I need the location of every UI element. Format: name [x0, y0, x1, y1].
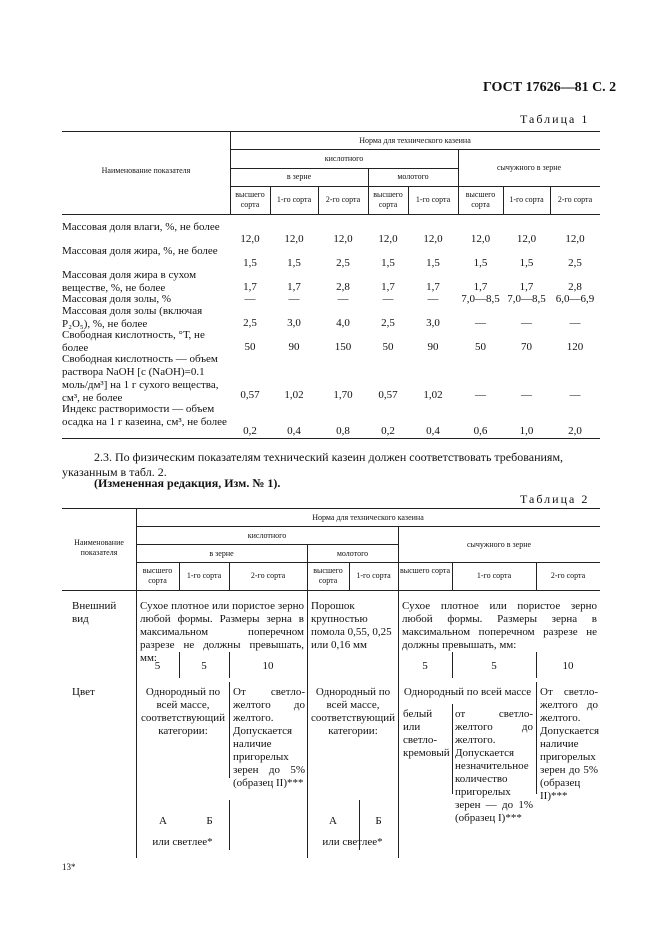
t2-cat-b: Б	[206, 815, 213, 827]
t1-value: 2,8	[336, 281, 350, 293]
t2-acid: кислотного	[247, 531, 287, 540]
t1-value: —	[475, 389, 486, 401]
t1-value: 3,0	[287, 317, 301, 329]
t1-value: 0,6	[473, 425, 488, 437]
t1-value: 0,4	[287, 425, 301, 437]
t1-row-name: Свободная кислотность, °Т, не более	[62, 329, 205, 354]
t2-row1-ground: Порошок крупностью помола 0,55, 0,25 или 0,16 мм	[311, 600, 392, 651]
t2-row1-num: 5	[491, 660, 497, 672]
t2-row2-name: Цвет	[72, 686, 95, 698]
t1-value: 6,0—6,9	[555, 293, 595, 305]
t1-value: —	[244, 293, 256, 305]
t2-ground: молотого	[336, 549, 369, 558]
t1-value: 12,0	[470, 233, 491, 245]
t1-value: 1,5	[243, 257, 257, 269]
t1-value: 1,5	[381, 257, 395, 269]
t1-value: 50	[382, 341, 394, 353]
t1-value: —	[288, 293, 300, 305]
t2-in-grain: в зерне	[209, 549, 234, 558]
t2-row1-name: Внешний вид	[72, 600, 117, 625]
t1-value: 12,0	[516, 233, 537, 245]
t1-value: 150	[334, 341, 352, 353]
t1-value: 3,0	[426, 317, 440, 329]
t1-value: 1,5	[473, 257, 488, 269]
t1-grade: высшего сорта	[235, 190, 265, 209]
t1-value: 12,0	[240, 233, 260, 245]
t1-acid: кислотного	[324, 154, 364, 163]
t1-value: 0,8	[336, 425, 350, 437]
t1-col-name: Наименование показателя	[101, 166, 191, 175]
t1-value: 0,2	[381, 425, 395, 437]
t2-lighter: или светлее*	[152, 836, 213, 848]
t2-row1-num: 10	[262, 660, 274, 672]
t2-row2-rennet-b: от светло-желтого до желтого. Допускается незначительное количество пригорелых зерен — до 1% (образец I)***	[455, 708, 533, 824]
t2-col-name: Наименование показателя	[74, 538, 124, 557]
t2-cat-b: Б	[375, 815, 382, 827]
page-number: 13*	[62, 862, 76, 872]
t1-in-grain: в зерне	[286, 172, 312, 181]
t1-value: 50	[475, 341, 486, 353]
t2-grade: высшего сорта	[399, 566, 451, 575]
t1-grade: 1-го сорта	[509, 195, 544, 204]
t1-value: 1,5	[426, 257, 440, 269]
t1-value: 2,8	[568, 281, 582, 293]
t2-row1-num: 5	[422, 660, 428, 672]
t1-grade: 1-го сорта	[276, 195, 312, 204]
t1-value: 12,0	[378, 233, 398, 245]
t1-value: —	[569, 317, 581, 329]
t1-value: 1,7	[287, 281, 301, 293]
t2-grade: 2-го сорта	[550, 571, 586, 580]
t1-value: 7,0—8,5	[507, 293, 546, 305]
t1-value: 1,5	[519, 257, 534, 269]
t2-cat-a: А	[329, 815, 337, 827]
t1-value: 90	[427, 341, 439, 353]
t1-value: —	[521, 389, 532, 401]
t2-grade: 1-го сорта	[476, 571, 512, 580]
t2-row2-ground: Однородный по всей массе, соответствующий категории:	[311, 686, 395, 737]
t1-value: 50	[244, 341, 256, 353]
t2-grade: 2-го сорта	[250, 571, 286, 580]
t1-value: 1,7	[381, 281, 395, 293]
t1-value: 90	[288, 341, 300, 353]
t2-rennet: сычужного в зерне	[466, 540, 532, 549]
t1-value: 2,5	[381, 317, 395, 329]
t1-value: 2,5	[568, 257, 582, 269]
t1-value: 1,7	[473, 281, 488, 293]
t2-lighter: или светлее*	[322, 836, 383, 848]
t1-rennet: сычужного в зерне	[496, 163, 562, 172]
t1-value: 2,0	[568, 425, 582, 437]
amendment-note: (Измененная редакция, Изм. № 1).	[94, 476, 281, 490]
t2-row1-rennet: Сухое плотное или пористое зерно любой формы. Размеры зерна в максимальном поперечном разрезе не должны превышать, мм:	[402, 600, 597, 651]
t1-row-name: Массовая доля золы (включая P₂O₅), %, не более	[62, 305, 203, 330]
t1-value: —	[475, 317, 486, 329]
t1-value: 1,7	[426, 281, 440, 293]
t1-ground: молотого	[397, 172, 429, 181]
t1-value: 0,2	[243, 425, 257, 437]
t2-row1-num: 5	[201, 660, 207, 672]
t1-value: —	[382, 293, 394, 305]
t1-value: 1,7	[519, 281, 534, 293]
t1-value: 1,5	[287, 257, 301, 269]
t1-value: —	[569, 389, 581, 401]
t1-value: 12,0	[565, 233, 585, 245]
t1-value: 0,57	[240, 389, 260, 401]
t2-row2-rennet-a: белый или светло-кремовый	[403, 708, 450, 759]
t1-value: 12,0	[284, 233, 304, 245]
t1-value: —	[337, 293, 349, 305]
t1-value: —	[427, 293, 439, 305]
t1-value: 0,57	[378, 389, 398, 401]
t2-row2-rennet-c: От светло-желтого до желтого. Допускается наличие пригорелых зерен до 5% (образец II)***	[540, 686, 600, 802]
t1-norm: Норма для технического казеина	[359, 136, 471, 145]
t2-cat-a: А	[159, 815, 167, 827]
t1-grade: высшего сорта	[465, 190, 496, 209]
t1-value: 1,02	[284, 389, 304, 401]
t1-row-name: Свободная кислотность — объем раствора NaOH [c (NaOH)=0.1 моль/дм³] на 1 г сухого вещества, см³, не более	[62, 353, 219, 404]
t2-norm: Норма для технического казеина	[312, 513, 424, 522]
table1-caption: Таблица 1	[520, 112, 590, 126]
t1-grade: 2-го сорта	[325, 195, 361, 204]
page-title: ГОСТ 17626—81 С. 2	[483, 80, 617, 95]
t2-grade: высшего сорта	[313, 566, 343, 585]
t1-row-name: Массовая доля жира в сухом веществе, %, не более	[62, 269, 197, 294]
t1-grade: высшего сорта	[373, 190, 403, 209]
t1-value: 0,4	[426, 425, 440, 437]
t1-grade: 1-го сорта	[415, 195, 451, 204]
t1-value: 1,7	[243, 281, 257, 293]
t1-value: 1,70	[333, 389, 353, 401]
t2-row1-num: 10	[562, 660, 574, 672]
t1-value: 2,5	[336, 257, 350, 269]
t2-row2-acid-b: От светло-желтого до желтого. Допускается наличие пригорелых зерен до 5% (образец II)***	[233, 686, 305, 789]
t1-value: 70	[521, 341, 532, 353]
t1-row-name: Массовая доля золы, %	[62, 293, 172, 305]
t1-row-name: Массовая доля влаги, %, не более	[62, 221, 220, 233]
t1-value: —	[521, 317, 532, 329]
t1-grade: 2-го сорта	[557, 195, 593, 204]
t2-grade: высшего сорта	[142, 566, 173, 585]
t1-row-name: Индекс растворимости — объем осадка на 1 г казеина, см³, не более	[62, 403, 227, 428]
t2-row2-rennet-top: Однородный по всей массе	[403, 686, 532, 698]
t1-value: 4,0	[336, 317, 350, 329]
t2-row2-acid-a: Однородный по всей массе, соответствующий категории:	[141, 686, 225, 737]
paragraph-2-3: 2.3. По физическим показателям технический казеин должен соответствовать требованиям, указанным в табл. 2.	[62, 450, 564, 479]
t2-grade: 1-го сорта	[186, 571, 222, 580]
t1-value: 2,5	[243, 317, 257, 329]
t1-value: 1,02	[423, 389, 443, 401]
t2-grade: 1-го сорта	[356, 571, 391, 580]
t1-value: 1,0	[519, 425, 534, 437]
t1-value: 12,0	[423, 233, 443, 245]
table2-caption: Таблица 2	[520, 492, 590, 506]
t1-value: 12,0	[333, 233, 353, 245]
t1-row-name: Массовая доля жира, %, не более	[62, 245, 218, 257]
t2-row1-acid: Сухое плотное или пористое зерно любой формы. Размеры зерна в максимальном поперечном разрезе не должны превышать, мм:	[140, 600, 304, 664]
t2-row1-num: 5	[154, 660, 161, 672]
t1-value: 7,0—8,5	[461, 293, 500, 305]
t1-value: 120	[566, 341, 584, 353]
